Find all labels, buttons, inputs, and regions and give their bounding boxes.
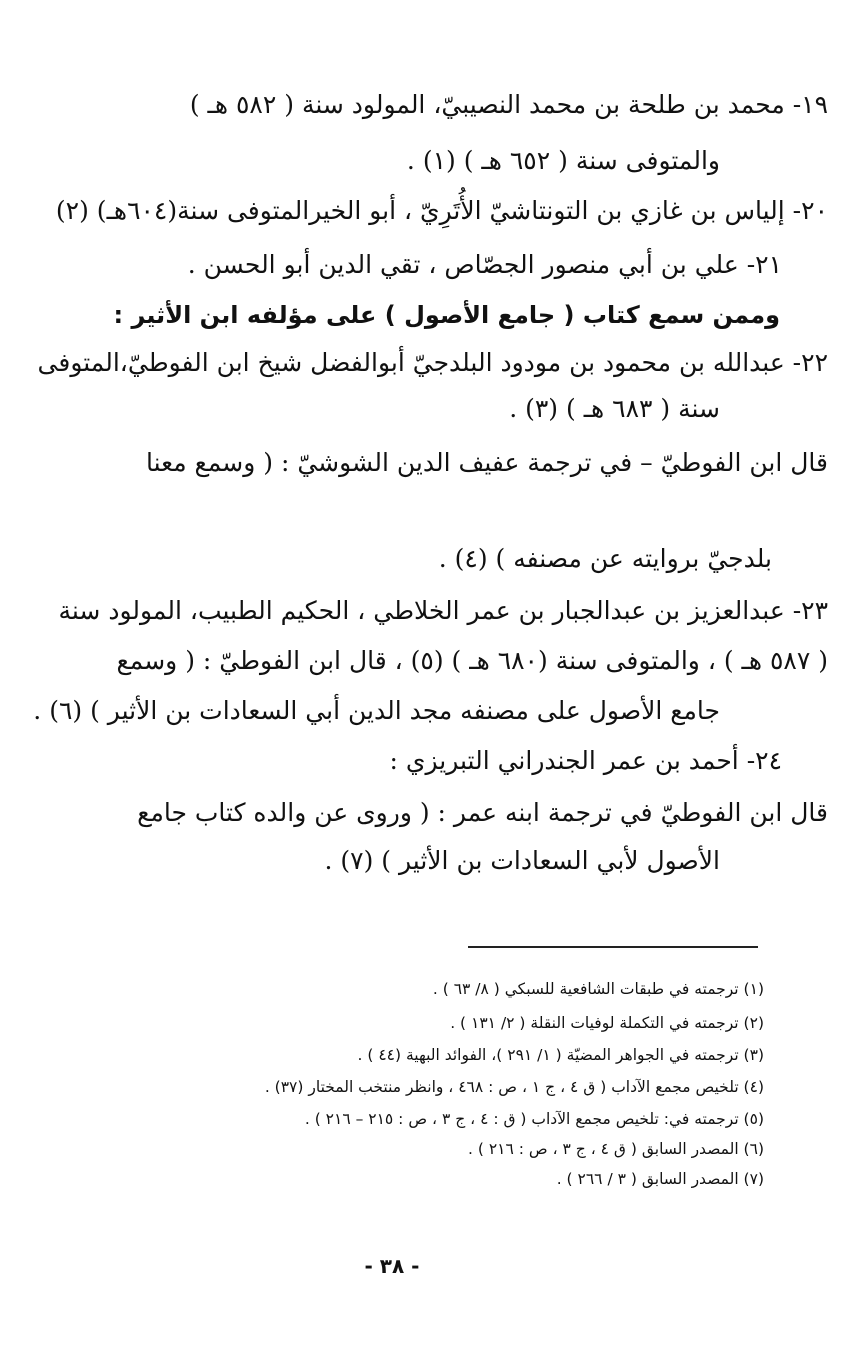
entry-23-line-2: ( ٥٨٧ هـ ) ، والمتوفى سنة (٦٨٠ هـ ) (٥) ، قال ابن الفوطيّ : ( وسمع xyxy=(116,646,828,675)
footnote-2: (٢) ترجمته في التكملة لوفيات النقلة ( ٢/ ١٣١ ) . xyxy=(450,1014,764,1032)
footnote-6: (٦) المصدر السابق ( ق ٤ ، ج ٣ ، ص : ٢١٦ ) . xyxy=(468,1140,764,1158)
entry-23-line-3: جامع الأصول على مصنفه مجد الدين أبي السعادات بن الأثير ) (٦) . xyxy=(33,696,720,725)
footnote-5: (٥) ترجمته في: تلخيص مجمع الآداب ( ق : ٤ ، ج ٣ ، ص : ٢١٥ – ٢١٦ ) . xyxy=(304,1110,764,1128)
page-number: - ٣٨ - xyxy=(364,1254,420,1278)
entry-22-line-2: سنة ( ٦٨٣ هـ ) (٣) . xyxy=(509,394,720,423)
entry-19-line-1: ١٩- محمد بن طلحة بن محمد النصيبيّ، المولود سنة ( ٥٨٢ هـ ) xyxy=(189,90,828,119)
entry-24-quote-line-2: الأصول لأبي السعادات بن الأثير ) (٧) . xyxy=(324,846,720,875)
entry-24: ٢٤- أحمد بن عمر الجندراني التبريزي : xyxy=(389,746,782,775)
quote-22-line-2: بلدجيّ بروايته عن مصنفه ) (٤) . xyxy=(438,544,772,573)
entry-21: ٢١- علي بن أبي منصور الجصّاص ، تقي الدين أبو الحسن . xyxy=(187,250,782,279)
entry-19-line-2: والمتوفى سنة ( ٦٥٢ هـ ) (١) . xyxy=(406,146,720,175)
footnote-1: (١) ترجمته في طبقات الشافعية للسبكي ( ٨/ ٦٣ ) . xyxy=(432,980,764,998)
section-heading: وممن سمع كتاب ( جامع الأصول ) على مؤلفه ابن الأثير : xyxy=(113,301,780,329)
footnote-3: (٣) ترجمته في الجواهر المضيّة ( ١/ ٢٩١ )، الفوائد البهية (٤٤ ) . xyxy=(357,1046,764,1064)
entry-23-line-1: ٢٣- عبدالعزيز بن عبدالجبار بن عمر الخلاطي ، الحكيم الطبيب، المولود سنة xyxy=(58,596,828,625)
footnote-7: (٧) المصدر السابق ( ٣ / ٢٦٦ ) . xyxy=(556,1170,764,1188)
entry-20: ٢٠- إلياس بن غازي بن التونتاشيّ الأُتَرِيّ ، أبو الخيرالمتوفى سنة(٦٠٤هـ) (٢) xyxy=(55,196,828,225)
entry-24-quote-line-1: قال ابن الفوطيّ في ترجمة ابنه عمر : ( وروى عن والده كتاب جامع xyxy=(137,798,828,827)
entry-22-line-1: ٢٢- عبدالله بن محمود بن مودود البلدجيّ أبوالفضل شيخ ابن الفوطيّ،المتوفى xyxy=(37,348,828,377)
quote-22-line-1: قال ابن الفوطيّ – في ترجمة عفيف الدين الشوشيّ : ( وسمع معنا xyxy=(145,448,828,477)
footnote-separator xyxy=(468,946,758,948)
footnote-4: (٤) تلخيص مجمع الآداب ( ق ٤ ، ج ١ ، ص : ٤٦٨ ، وانظر منتخب المختار (٣٧) . xyxy=(264,1078,764,1096)
